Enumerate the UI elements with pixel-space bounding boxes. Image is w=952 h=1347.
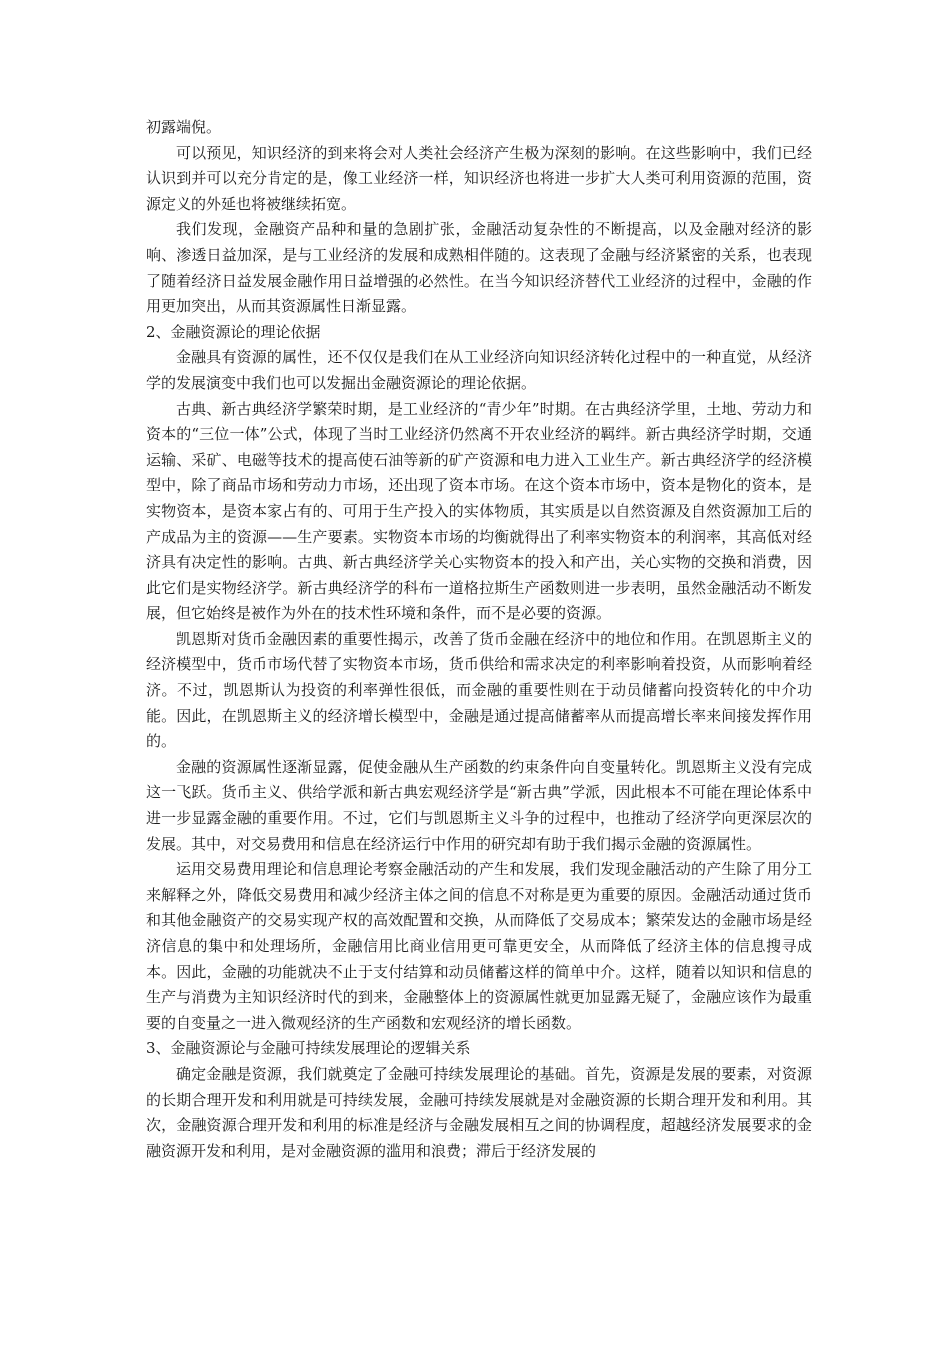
section-heading-2: 2、金融资源论的理论依据 xyxy=(146,322,321,341)
paragraph-continuation: 初露端倪。 xyxy=(146,118,222,136)
paragraph: 金融的资源属性逐渐显露，促使金融从生产函数的约束条件向自变量转化。凯恩斯主义没有完成这一飞跃。货币主义、供给学派和新古典宏观经济学是“新古典”学派，因此根本不可能在理论体系中进一步显露金融的重要作用。不过，它们与凯恩斯主义斗争的过程中，也推动了经济学向更深层次的发展。其中，对交易费用和信息在经济运行中作用的研究却有助于我们揭示金融的资源属性。 xyxy=(146,757,812,853)
paragraph: 确定金融是资源，我们就奠定了金融可持续发展理论的基础。首先，资源是发展的要素，对资源的长期合理开发和利用就是可持续发展，金融可持续发展就是对金融资源的长期合理开发和利用。其次，金融资源合理开发和利用的标准是经济与金融发展相互之间的协调程度，超越经济发展要求的金融资源开发和利用，是对金融资源的滥用和浪费；滞后于经济发展的 xyxy=(146,1064,812,1160)
paragraph: 古典、新古典经济学繁荣时期，是工业经济的“青少年”时期。在古典经济学里，土地、劳动力和资本的“三位一体”公式，体现了当时工业经济仍然离不开农业经济的羁绊。新古典经济学时期，交通运输、采矿、电磁等技术的提高使石油等新的矿产资源和电力进入工业生产。新古典经济学的经济模型中，除了商品市场和劳动力市场，还出现了资本市场。在这个资本市场中，资本是物化的资本，是实物资本，是资本家占有的、可用于生产投入的实体物质，其实质是以自然资源及自然资源加工后的产成品为主的资源——生产要素。实物资本市场的均衡就得出了利率实物资本的利润率，其高低对经济具有决定性的影响。古典、新古典经济学关心实物资本的投入和产出，关心实物的交换和消费，因此它们是实物经济学。新古典经济学的科布一道格拉斯生产函数则进一步表明，虽然金融活动不断发展，但它始终是被作为外在的技术性环境和条件，而不是必要的资源。 xyxy=(146,399,812,623)
document-page xyxy=(146,115,812,1164)
paragraph: 我们发现，金融资产品种和量的急剧扩张，金融活动复杂性的不断提高，以及金融对经济的影响、渗透日益加深，是与工业经济的发展和成熟相伴随的。这表现了金融与经济紧密的关系，也表现了随着经济日益发展金融作用日益增强的必然性。在当今知识经济替代工业经济的过程中，金融的作用更加突出，从而其资源属性日渐显露。 xyxy=(146,220,812,316)
paragraph: 可以预见，知识经济的到来将会对人类社会经济产生极为深刻的影响。在这些影响中，我们已经认识到并可以充分肯定的是，像工业经济一样，知识经济也将进一步扩大人类可利用资源的范围，资源定义的外延也将被继续拓宽。 xyxy=(146,143,812,213)
paragraph: 凯恩斯对货币金融因素的重要性揭示，改善了货币金融在经济中的地位和作用。在凯恩斯主义的经济模型中，货币市场代替了实物资本市场，货币供给和需求决定的利率影响着投资，从而影响着经济。不过，凯恩斯认为投资的利率弹性很低，而金融的重要性则在于动员储蓄向投资转化的中介功能。因此，在凯恩斯主义的经济增长模型中，金融是通过提高储蓄率从而提高增长率来间接发挥作用的。 xyxy=(146,629,812,751)
section-heading-3: 3、金融资源论与金融可持续发展理论的逻辑关系 xyxy=(146,1039,471,1058)
paragraph: 金融具有资源的属性，还不仅仅是我们在从工业经济向知识经济转化过程中的一种直觉，从经济学的发展演变中我们也可以发掘出金融资源论的理论依据。 xyxy=(146,348,812,392)
paragraph: 运用交易费用理论和信息理论考察金融活动的产生和发展，我们发现金融活动的产生除了用分工来解释之外，降低交易费用和减少经济主体之间的信息不对称是更为重要的原因。金融活动通过货币和其他金融资产的交易实现产权的高效配置和交换，从而降低了交易成本；繁荣发达的金融市场是经济信息的集中和处理场所，金融信用比商业信用更可靠更安全，从而降低了经济主体的信息搜寻成本。因此，金融的功能就决不止于支付结算和动员储蓄这样的简单中介。这样，随着以知识和信息的生产与消费为主知识经济时代的到来，金融整体上的资源属性就更加显露无疑了，金融应该作为最重要的自变量之一进入微观经济的生产函数和宏观经济的增长函数。 xyxy=(146,860,812,1032)
